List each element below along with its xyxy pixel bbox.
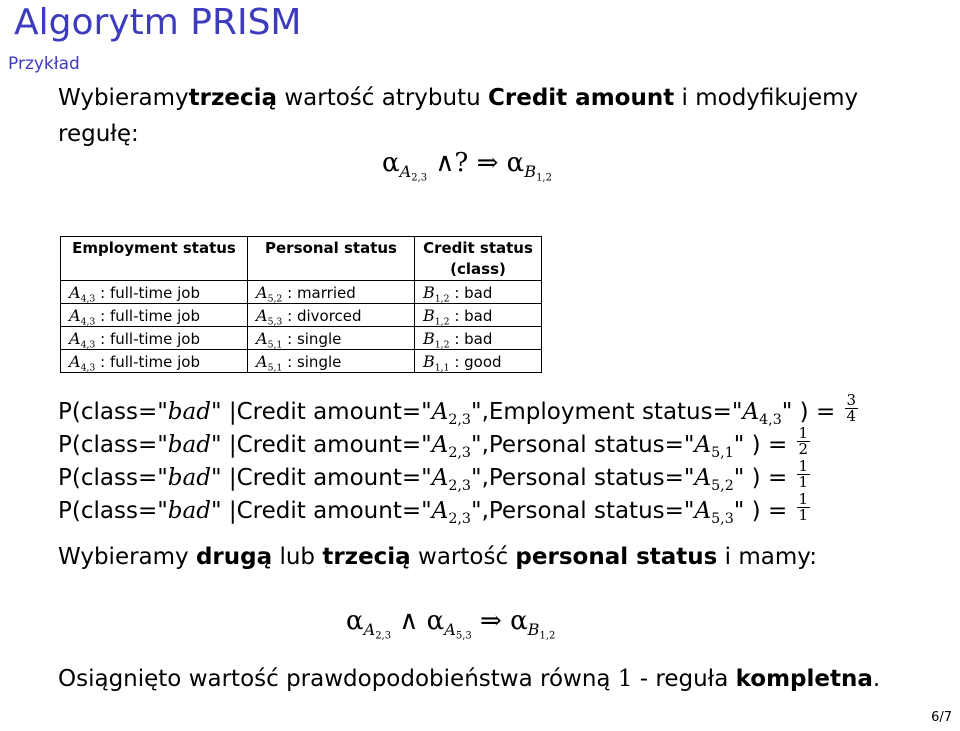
table-cell (415, 281, 542, 304)
rule2-alpha-2: α (426, 606, 445, 636)
probability-line (58, 457, 858, 495)
table-cell (415, 304, 542, 327)
rule2-index-1: 2,3 (375, 630, 392, 642)
prob-denominator: 2 (798, 440, 809, 458)
header-employment-status: Employment status (61, 237, 248, 281)
cell-index: 4,3 (80, 361, 96, 373)
rule2-symbol-1: A (363, 619, 376, 639)
cell-text: : bad (449, 329, 493, 348)
prob-attr2: A (694, 465, 712, 491)
intro-bold-credit-amount: Credit amount (488, 85, 675, 111)
prob-attr2-index: 4,3 (759, 411, 782, 428)
prob-mid1: " |Credit amount=" (210, 465, 432, 491)
cell-index: 1,1 (434, 361, 450, 373)
rule-final (346, 606, 556, 642)
table-cell (61, 327, 248, 350)
table-cell (61, 350, 248, 373)
prob-attr1-index: 2,3 (448, 444, 471, 461)
cell-text: : full-time job (95, 352, 201, 371)
choose-part1: Wybieramy (58, 544, 196, 570)
cell-symbol: B (423, 282, 435, 302)
cell-text: : full-time job (95, 329, 201, 348)
prob-denominator: 1 (798, 473, 809, 491)
cell-symbol: B (423, 305, 435, 325)
cell-index: 5,2 (267, 292, 283, 304)
choose-part3: wartość (410, 544, 516, 570)
header-personal-status: Personal status (248, 237, 415, 281)
table-cell (248, 304, 415, 327)
probabilities-list (58, 391, 858, 528)
prob-attr1: A (431, 399, 449, 425)
prob-fraction (797, 459, 811, 490)
prob-numerator: 1 (798, 424, 809, 442)
prob-attr1-index: 2,3 (448, 510, 471, 527)
choose-bold-third: trzecią (322, 544, 411, 570)
intro-part3: i modyfikujemy regułę: (58, 85, 859, 147)
prob-mid2: ",Personal status=" (470, 432, 695, 458)
cell-symbol: A (256, 351, 268, 371)
prob-fraction (845, 393, 859, 424)
rule2-alpha-3: α (510, 606, 528, 636)
cell-symbol: B (423, 328, 435, 348)
table-row (61, 281, 542, 304)
data-table (60, 236, 542, 373)
cell-symbol: A (69, 328, 81, 348)
rule2-implies: ⇒ (471, 606, 511, 636)
prob-attr2: A (694, 432, 712, 458)
probability-line (58, 490, 858, 528)
cell-symbol: A (256, 305, 268, 325)
prob-prefix: P(class=" (58, 498, 168, 524)
prob-class: bad (167, 465, 211, 491)
prob-close: " ) = (733, 432, 795, 458)
cell-index: 4,3 (80, 292, 96, 304)
rule-alpha: α (382, 148, 400, 178)
prob-close: " ) = (733, 498, 795, 524)
table-cell (61, 304, 248, 327)
prob-numerator: 1 (798, 490, 809, 508)
prob-prefix: P(class=" (58, 399, 168, 425)
cell-symbol: A (256, 328, 268, 348)
cell-text: : bad (449, 283, 493, 302)
prob-prefix: P(class=" (58, 432, 168, 458)
prob-class: bad (167, 432, 211, 458)
rule2-and: ∧ (391, 606, 427, 636)
prob-attr2-index: 5,2 (711, 477, 734, 494)
slide-title: Algorytm PRISM (14, 2, 302, 43)
prob-mid1: " |Credit amount=" (210, 498, 432, 524)
rule2-symbol-2: A (444, 619, 456, 639)
prob-fraction (797, 492, 811, 523)
cell-text: : good (449, 352, 502, 371)
prob-class: bad (167, 498, 211, 524)
prob-numerator: 1 (798, 457, 809, 475)
rule2-index-3: 1,2 (539, 630, 556, 642)
prob-attr1: A (431, 498, 449, 524)
table-body (61, 281, 542, 373)
rule-alpha-rhs: α (506, 148, 525, 178)
probability-line (58, 424, 858, 462)
rule-rhs-symbol: B (524, 161, 537, 181)
conclusion-part2: - reguła (632, 666, 736, 692)
slide-subtitle: Przykład (8, 54, 80, 74)
table-cell (415, 327, 542, 350)
intro-part1: Wybieramy (58, 85, 189, 111)
prob-attr1: A (431, 432, 449, 458)
intro-bold-third: trzecią (188, 85, 278, 111)
choose-text (58, 544, 817, 570)
choose-part4: i mamy: (717, 544, 817, 570)
cell-symbol: A (69, 305, 81, 325)
table-row (61, 327, 542, 350)
prob-class: bad (167, 399, 211, 425)
conclusion-bold-complete: kompletna (735, 666, 873, 692)
page-number: 6/7 (931, 710, 952, 725)
table-header-row (61, 237, 542, 281)
table-row (61, 304, 542, 327)
table-cell (61, 281, 248, 304)
cell-index: 4,3 (80, 315, 96, 327)
cell-index: 1,2 (434, 338, 450, 350)
prob-prefix: P(class=" (58, 465, 168, 491)
table-cell (415, 350, 542, 373)
cell-index: 5,3 (267, 315, 283, 327)
prob-attr1-index: 2,3 (448, 477, 471, 494)
intro-part2: wartość atrybutu (277, 85, 488, 111)
prob-attr2-index: 5,1 (711, 444, 734, 461)
table-cell (248, 327, 415, 350)
prob-numerator: 3 (846, 391, 857, 409)
prob-mid1: " |Credit amount=" (210, 432, 432, 458)
conclusion-end: . (872, 666, 881, 692)
cell-text: : bad (449, 306, 493, 325)
prob-denominator: 4 (846, 407, 857, 425)
prob-attr1: A (431, 465, 449, 491)
rule-lhs-index: 2,3 (411, 172, 428, 184)
rule-lhs-symbol: A (399, 161, 412, 181)
cell-index: 1,2 (434, 292, 450, 304)
table-cell (248, 281, 415, 304)
prob-denominator: 1 (798, 506, 809, 524)
cell-text: : divorced (282, 306, 362, 325)
cell-index: 5,1 (267, 361, 283, 373)
prob-attr2: A (694, 498, 712, 524)
rule2-symbol-3: B (527, 619, 540, 639)
cell-text: : married (282, 283, 356, 302)
table-row (61, 350, 542, 373)
rule2-alpha-1: α (346, 606, 364, 636)
rule-operator: ∧? ⇒ (427, 148, 507, 178)
prob-mid2: ",Personal status=" (470, 465, 695, 491)
choose-part2: lub (272, 544, 323, 570)
conclusion-part1: Osiągnięto wartość prawdopodobieństwa równą (58, 666, 618, 692)
rule-rhs-index: 1,2 (536, 172, 552, 184)
choose-bold-personal-status: personal status (515, 544, 718, 570)
cell-symbol: A (69, 282, 81, 302)
prob-mid2: ",Personal status=" (470, 498, 695, 524)
prob-attr2: A (742, 399, 760, 425)
choose-bold-second: drugą (195, 544, 273, 570)
intro-text (58, 80, 878, 152)
prob-close: " ) = (781, 399, 843, 425)
cell-text: : full-time job (95, 283, 201, 302)
prob-close: " ) = (733, 465, 795, 491)
prob-fraction (797, 426, 811, 457)
table-cell (248, 350, 415, 373)
header-credit-status: Credit status (class) (415, 237, 542, 281)
probability-line (58, 391, 858, 429)
rule-partial (382, 148, 552, 184)
cell-symbol: B (423, 351, 435, 371)
rule2-index-2: 5,3 (455, 630, 472, 642)
cell-index: 1,2 (434, 315, 450, 327)
cell-text: : single (282, 329, 342, 348)
cell-index: 4,3 (80, 338, 96, 350)
cell-symbol: A (69, 351, 81, 371)
cell-text: : full-time job (95, 306, 201, 325)
cell-symbol: A (256, 282, 268, 302)
prob-mid2: ",Employment status=" (470, 399, 743, 425)
conclusion-one: 1 (617, 666, 633, 692)
prob-attr2-index: 5,3 (711, 510, 734, 527)
cell-text: : single (282, 352, 342, 371)
prob-mid1: " |Credit amount=" (210, 399, 432, 425)
conclusion-text (58, 666, 880, 692)
prob-attr1-index: 2,3 (448, 411, 471, 428)
cell-index: 5,1 (267, 338, 283, 350)
